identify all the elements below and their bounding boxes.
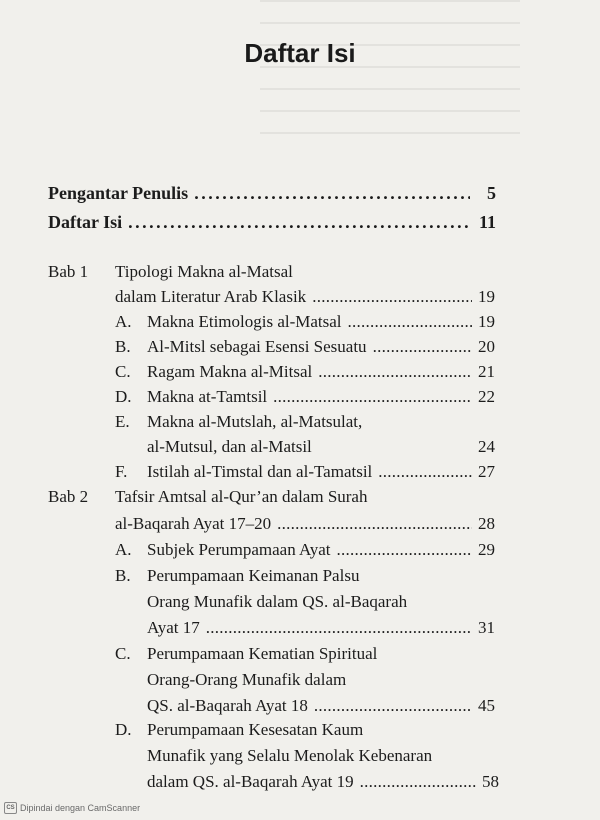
camscanner-icon: CS — [4, 802, 17, 814]
dot-leader — [373, 337, 472, 357]
dot-leader — [277, 514, 472, 534]
chapter-label: Bab 2 — [48, 487, 89, 506]
entry-page: 45 — [478, 696, 495, 715]
section-letter: F. — [115, 462, 128, 481]
section-letter: E. — [115, 412, 130, 431]
entry-page: 20 — [478, 337, 495, 356]
section-letter: C. — [115, 362, 131, 381]
dot-leader — [273, 387, 472, 407]
entry-page: 22 — [478, 387, 495, 406]
toc-section-line[interactable]: Makna al-Mutslah, al-Matsulat, — [147, 412, 363, 431]
entry-page: 29 — [478, 540, 495, 559]
section-letter: C. — [115, 644, 131, 663]
toc-section[interactable]: al-Mutsul, dan al-Matsil 24 — [147, 437, 495, 456]
toc-section[interactable]: Subjek Perumpamaan Ayat . . . 29 — [147, 540, 495, 560]
entry-page: 19 — [478, 287, 495, 306]
chapter-title-line[interactable]: Tafsir Amtsal al-Qur’an dalam Surah — [115, 487, 368, 506]
entry-label: Pengantar Penulis — [48, 183, 189, 203]
chapter-title-line[interactable]: al-Baqarah Ayat 17–20 . . . 28 — [115, 514, 495, 534]
dot-leader — [378, 462, 472, 482]
dot-leader — [314, 696, 472, 716]
dot-leader — [360, 772, 476, 792]
entry-page: 21 — [478, 362, 495, 381]
entry-page: 31 — [478, 618, 495, 637]
chapter-label: Bab 1 — [48, 262, 89, 281]
entry-page: 19 — [478, 312, 495, 331]
toc-section[interactable]: Istilah al-Timstal dan al-Tamatsil . . . 27 — [147, 462, 495, 482]
toc-section[interactable]: Makna at-Tamtsil . . . 22 — [147, 387, 495, 407]
toc-section[interactable]: dalam QS. al-Baqarah Ayat 19 . . . 58 — [147, 772, 499, 792]
page-title: Daftar Isi — [244, 38, 356, 68]
toc-section[interactable]: Ayat 17 . . . 31 — [147, 618, 495, 638]
dot-leader — [194, 183, 470, 204]
section-letter: B. — [115, 337, 131, 356]
dot-leader — [318, 362, 472, 382]
entry-label: Daftar Isi — [48, 212, 123, 232]
section-letter: D. — [115, 720, 132, 739]
toc-section-line[interactable]: Orang-Orang Munafik dalam — [147, 670, 347, 689]
section-letter: A. — [115, 312, 132, 331]
entry-page: 24 — [478, 437, 495, 456]
dot-leader — [348, 312, 472, 332]
toc-section-line[interactable]: Perumpamaan Keimanan Palsu — [147, 566, 360, 585]
toc-entry-daftar-isi[interactable] — [48, 212, 496, 233]
section-letter: A. — [115, 540, 132, 559]
toc-section[interactable]: Al-Mitsl sebagai Esensi Sesuatu . . . 20 — [147, 337, 495, 357]
toc-section-line[interactable]: Orang Munafik dalam QS. al-Baqarah — [147, 592, 408, 611]
toc-section-line[interactable]: Perumpamaan Kematian Spiritual — [147, 644, 378, 663]
toc-section-line[interactable]: Perumpamaan Kesesatan Kaum — [147, 720, 364, 739]
scanner-watermark — [4, 802, 140, 814]
dot-leader — [337, 540, 472, 560]
toc-section-line[interactable]: Munafik yang Selalu Menolak Kebenaran — [147, 746, 433, 765]
watermark-text: Dipindai dengan CamScanner — [20, 803, 141, 813]
entry-page: 58 — [482, 772, 499, 791]
dot-leader — [128, 212, 470, 233]
section-letter: B. — [115, 566, 131, 585]
entry-page: 11 — [478, 212, 496, 232]
bleed-through-texture — [260, 0, 520, 150]
chapter-title-line[interactable]: dalam Literatur Arab Klasik . . . 19 — [115, 287, 495, 307]
entry-page: 5 — [487, 183, 496, 203]
entry-page: 27 — [478, 462, 495, 481]
dot-leader — [312, 287, 472, 307]
chapter-title-line[interactable]: Tipologi Makna al-Matsal — [115, 262, 293, 281]
toc-section[interactable]: Makna Etimologis al-Matsal . . . 19 — [147, 312, 495, 332]
dot-leader — [206, 618, 472, 638]
toc-section[interactable]: QS. al-Baqarah Ayat 18 . . . 45 — [147, 696, 495, 716]
toc-section[interactable]: Ragam Makna al-Mitsal . . . 21 — [147, 362, 495, 382]
toc-entry-pengantar[interactable] — [48, 183, 496, 204]
entry-page: 28 — [478, 514, 495, 533]
section-letter: D. — [115, 387, 132, 406]
